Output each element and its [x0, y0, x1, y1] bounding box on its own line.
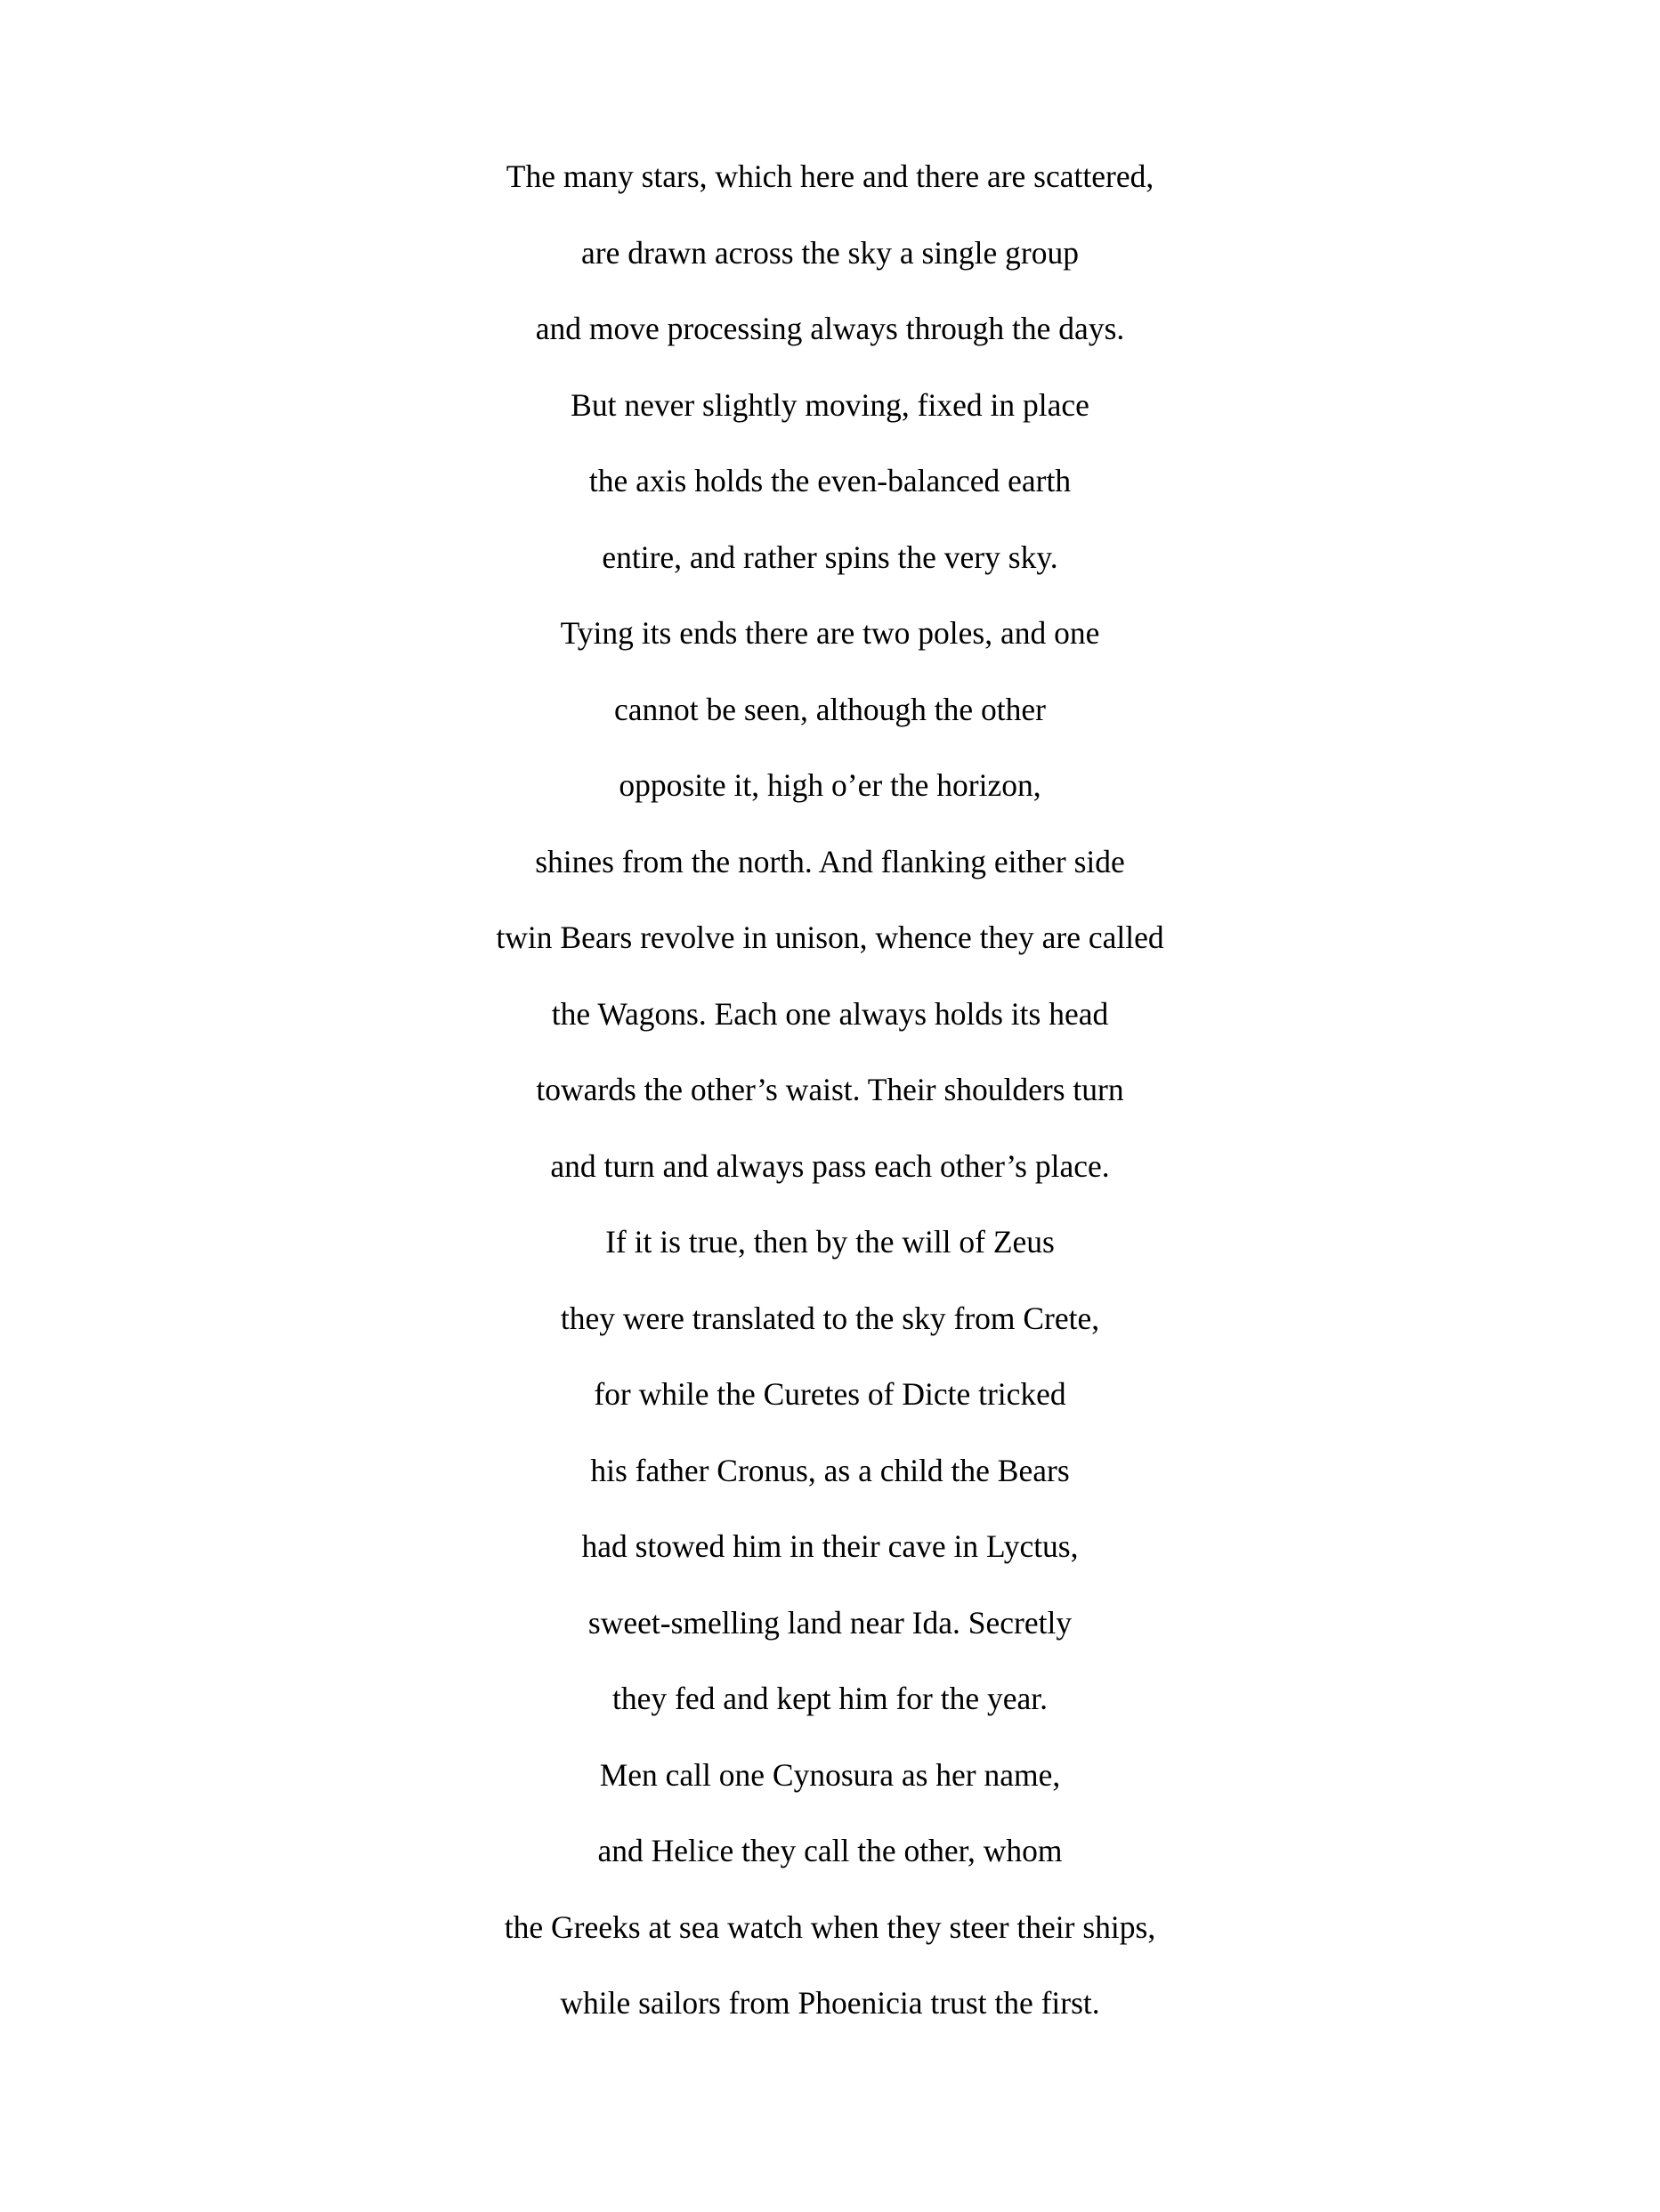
- poem-text: [0, 151, 1660, 2054]
- poem-line: Tying its ends there are two poles, and one: [560, 615, 1100, 651]
- poem-line: they fed and kept him for the year.: [612, 1681, 1048, 1716]
- poem-line: the Greeks at sea watch when they steer their ships,: [504, 1908, 1156, 1945]
- poem-line: had stowed him in their cave in Lyctus,: [581, 1528, 1079, 1564]
- poem-line: are drawn across the sky a single group: [581, 234, 1079, 271]
- poem-line: towards the other’s waist. Their shoulders turn: [536, 1072, 1124, 1107]
- poem-line: cannot be seen, although the other: [613, 691, 1046, 727]
- poem-line: and move processing always through the days.: [535, 311, 1125, 346]
- poem-line: and Helice they call the other, whom: [597, 1833, 1063, 1868]
- poem-line: the axis holds the even-balanced earth: [588, 463, 1072, 498]
- poem-line: sweet-smelling land near Ida. Secretly: [587, 1604, 1073, 1641]
- poem-line: shines from the north. And flanking either side: [535, 843, 1125, 879]
- poem-line: Men call one Cynosura as her name,: [599, 1756, 1061, 1793]
- poem-line: entire, and rather spins the very sky.: [602, 539, 1058, 575]
- poem-line: and turn and always pass each other’s place.: [550, 1147, 1110, 1184]
- poem-line: while sailors from Phoenicia trust the first.: [560, 1985, 1100, 2021]
- poem-line: his father Cronus, as a child the Bears: [590, 1452, 1070, 1488]
- poem-line: twin Bears revolve in unison, whence they are called: [496, 920, 1164, 955]
- poem-line: the Wagons. Each one always holds its head: [551, 995, 1109, 1032]
- poem-line: But never slightly moving, fixed in place: [571, 386, 1089, 423]
- poem-line: for while the Curetes of Dicte tricked: [594, 1376, 1066, 1412]
- poem-line: opposite it, high o’er the horizon,: [619, 767, 1041, 803]
- poem-line: The many stars, which here and there are scattered,: [506, 158, 1154, 194]
- poem-line: If it is true, then by the will of Zeus: [605, 1224, 1055, 1260]
- poem-line: they were translated to the sky from Crete,: [560, 1300, 1100, 1336]
